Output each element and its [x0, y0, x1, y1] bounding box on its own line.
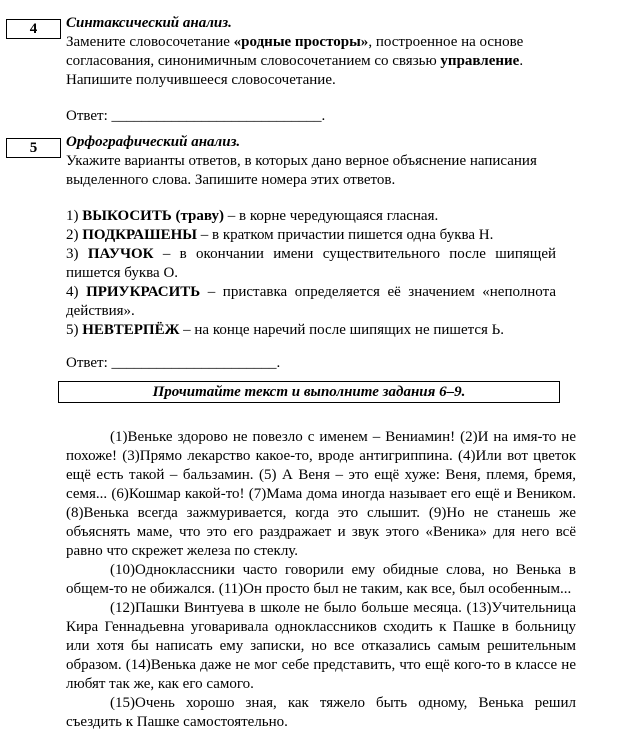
text-paragraph-2: (10)Одноклассники часто говорили ему обидные слова, но Венька в общем-то не обижался. (11)Он просто был не таким, как все, был особенным... [66, 562, 576, 597]
task-5-body [66, 133, 556, 190]
option-3: 3) ПАУЧОК – в окончании имени существительного после шипящей пишется буква О. [66, 246, 556, 281]
option-2: 2) ПОДКРАШЕНЫ – в кратком причастии пишется одна буква Н. [66, 227, 494, 243]
task-4-number: 4 [6, 19, 61, 39]
task-5-number: 5 [6, 138, 61, 158]
option-4: 4) ПРИУКРАСИТЬ – приставка определяется её значением «неполнота действия». [66, 284, 557, 319]
task-5-answer-field[interactable]: Ответ: ______________________. [66, 355, 281, 371]
reading-text [66, 428, 576, 732]
text-paragraph-3: (12)Пашки Винтуева в школе не было больше месяца. (13)Учительница Кира Геннадьевна уговаривала одноклассников сходить к Пашке в больницу или хотя бы написать ему записки, но все отказались самым решительным образом. (14)Венька даже не мог себе представить, что ещё кого-то в классе не любят так же, как его самого. [66, 600, 576, 692]
task-4-instruction-line-1: Замените словосочетание «родные просторы», построенное на основе [66, 34, 524, 50]
reading-instruction-banner: Прочитайте текст и выполните задания 6–9. [58, 381, 560, 403]
task-4-title: Синтаксический анализ. [66, 15, 232, 31]
text-paragraph-4: (15)Очень хорошо зная, как тяжело быть одному, Венька решил съездить к Пашке самостоятельно. [66, 695, 576, 730]
task-4-answer-field[interactable]: Ответ: ____________________________. [66, 108, 326, 124]
task-5-options [66, 207, 556, 373]
task-5-instruction-line-1: Укажите варианты ответов, в которых дано верное объяснение написания [66, 153, 537, 169]
option-5: 5) НЕВТЕРПЁЖ – на конце наречий после шипящих не пишется Ь. [66, 322, 505, 338]
task-4-instruction-line-3: Напишите получившееся словосочетание. [66, 72, 336, 88]
text-paragraph-1: (1)Веньке здорово не повезло с именем – Вениамин! (2)И на имя-то не похоже! (3)Прямо лекарство какое-то, вроде антигриппина. (4)Или вот цветок ещё есть такой – бальзамин. (5) А Веня – это ещё хуже: Веня, племя, бремя, семя... (6)Кошмар какой-то! (7)Мама дома иногда называет его ещё и Веником. (8)Венька всегда зажмуривается, когда это слышит. (9)Но не станешь же объяснять маме, что это его раздражает и звук этого «Веника» для него всё равно что скрежет железа по стеклу. [66, 429, 576, 559]
option-1: 1) ВЫКОСИТЬ (траву) – в корне чередующаяся гласная. [66, 208, 439, 224]
task-5-title: Орфографический анализ. [66, 134, 241, 150]
task-4-body [66, 14, 554, 126]
task-5-instruction-line-2: выделенного слова. Запишите номера этих ответов. [66, 172, 396, 188]
task-4-instruction-line-2: согласования, синонимичным словосочетанием со связью управление. [66, 53, 524, 69]
